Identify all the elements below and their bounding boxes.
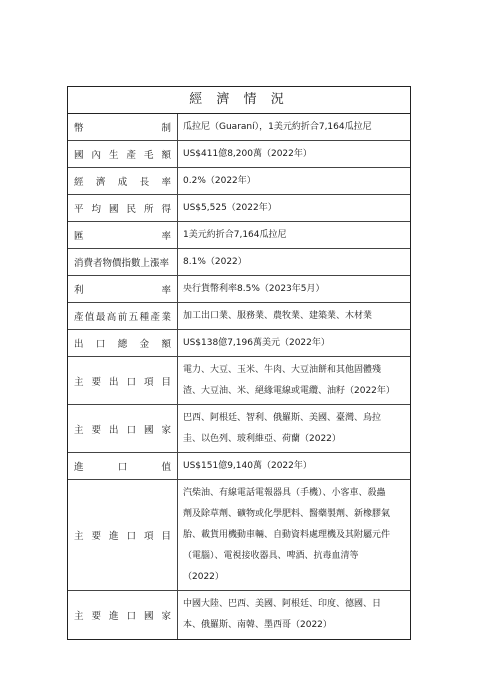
row-currency <box>68 114 410 141</box>
row-export-countries <box>68 405 410 453</box>
row-label: 幣制 <box>68 114 178 140</box>
row-cpi <box>68 249 410 276</box>
row-label: 進口值 <box>68 453 178 479</box>
row-value: 0.2%（2022年） <box>183 175 256 186</box>
row-label: 平均國民所得 <box>68 195 178 221</box>
table-title: 經 濟 情 況 <box>68 87 410 114</box>
row-label: 經濟成長率 <box>68 168 178 194</box>
row-value: 加工出口業、服務業、農牧業、建築業、木材業 <box>183 310 373 321</box>
row-interest <box>68 276 410 303</box>
row-value: 瓜拉尼（Guaraní），1美元約折合7,164瓜拉尼 <box>183 121 372 132</box>
row-gdp <box>68 141 410 168</box>
row-value: 汽柴油、有線電話電報器具（手機）、小客車、殺蟲 劑及除草劑、礦物或化學肥料、醫藥製劑、新橡膠氣 胎、載貨用機動車輛、自動資料處理機及其附屬元件 （電腦）、電視接收器具、啤酒、抗毒血清等 （2022） <box>183 487 391 582</box>
row-growth <box>68 168 410 195</box>
row-label: 出口總金額 <box>68 330 178 356</box>
row-value: 8.1%（2022） <box>183 256 247 267</box>
row-import-items <box>68 480 410 591</box>
economy-table <box>67 86 411 640</box>
row-label: 主要進口項目 <box>68 480 178 590</box>
row-label: 主要進口國家 <box>68 591 178 639</box>
row-export-items <box>68 357 410 405</box>
row-label: 主要出口項目 <box>68 357 178 404</box>
row-value: 巴西、阿根廷、智利、俄羅斯、美國、臺灣、烏拉 圭、以色列、玻利維亞、荷蘭（2022） <box>183 412 382 444</box>
row-label: 匯率 <box>68 222 178 248</box>
row-value: US$151億9,140萬（2022年） <box>183 460 312 471</box>
row-label: 利率 <box>68 276 178 302</box>
row-value: 中國大陸、巴西、美國、阿根廷、印度、德國、日 本、俄羅斯、南韓、墨西哥（2022） <box>183 599 382 630</box>
row-exchange-rate <box>68 222 410 249</box>
row-value: US$411億8,200萬（2022年） <box>183 148 312 159</box>
row-value: US$5,525（2022年） <box>183 202 277 213</box>
row-imports-total <box>68 453 410 480</box>
row-value: 央行貨幣利率8.5%（2023年5月） <box>183 283 325 294</box>
row-import-countries <box>68 591 410 639</box>
row-exports-total <box>68 330 410 357</box>
row-label: 主要出口國家 <box>68 405 178 452</box>
row-label: 產值最高前五種產業 <box>68 303 178 329</box>
row-top-industries <box>68 303 410 330</box>
row-value: 1美元約折合7,164瓜拉尼 <box>183 229 287 240</box>
row-value: 電力、大豆、玉米、牛肉、大豆油餅和其他固體殘 渣、大豆油、米、絕緣電線或電纜、油籽（2022年） <box>183 364 395 396</box>
row-label: 國內生產毛額 <box>68 141 178 167</box>
row-label: 消費者物價指數上漲率 <box>68 249 178 275</box>
row-value: US$138億7,196萬美元（2022年） <box>183 337 330 348</box>
row-income <box>68 195 410 222</box>
